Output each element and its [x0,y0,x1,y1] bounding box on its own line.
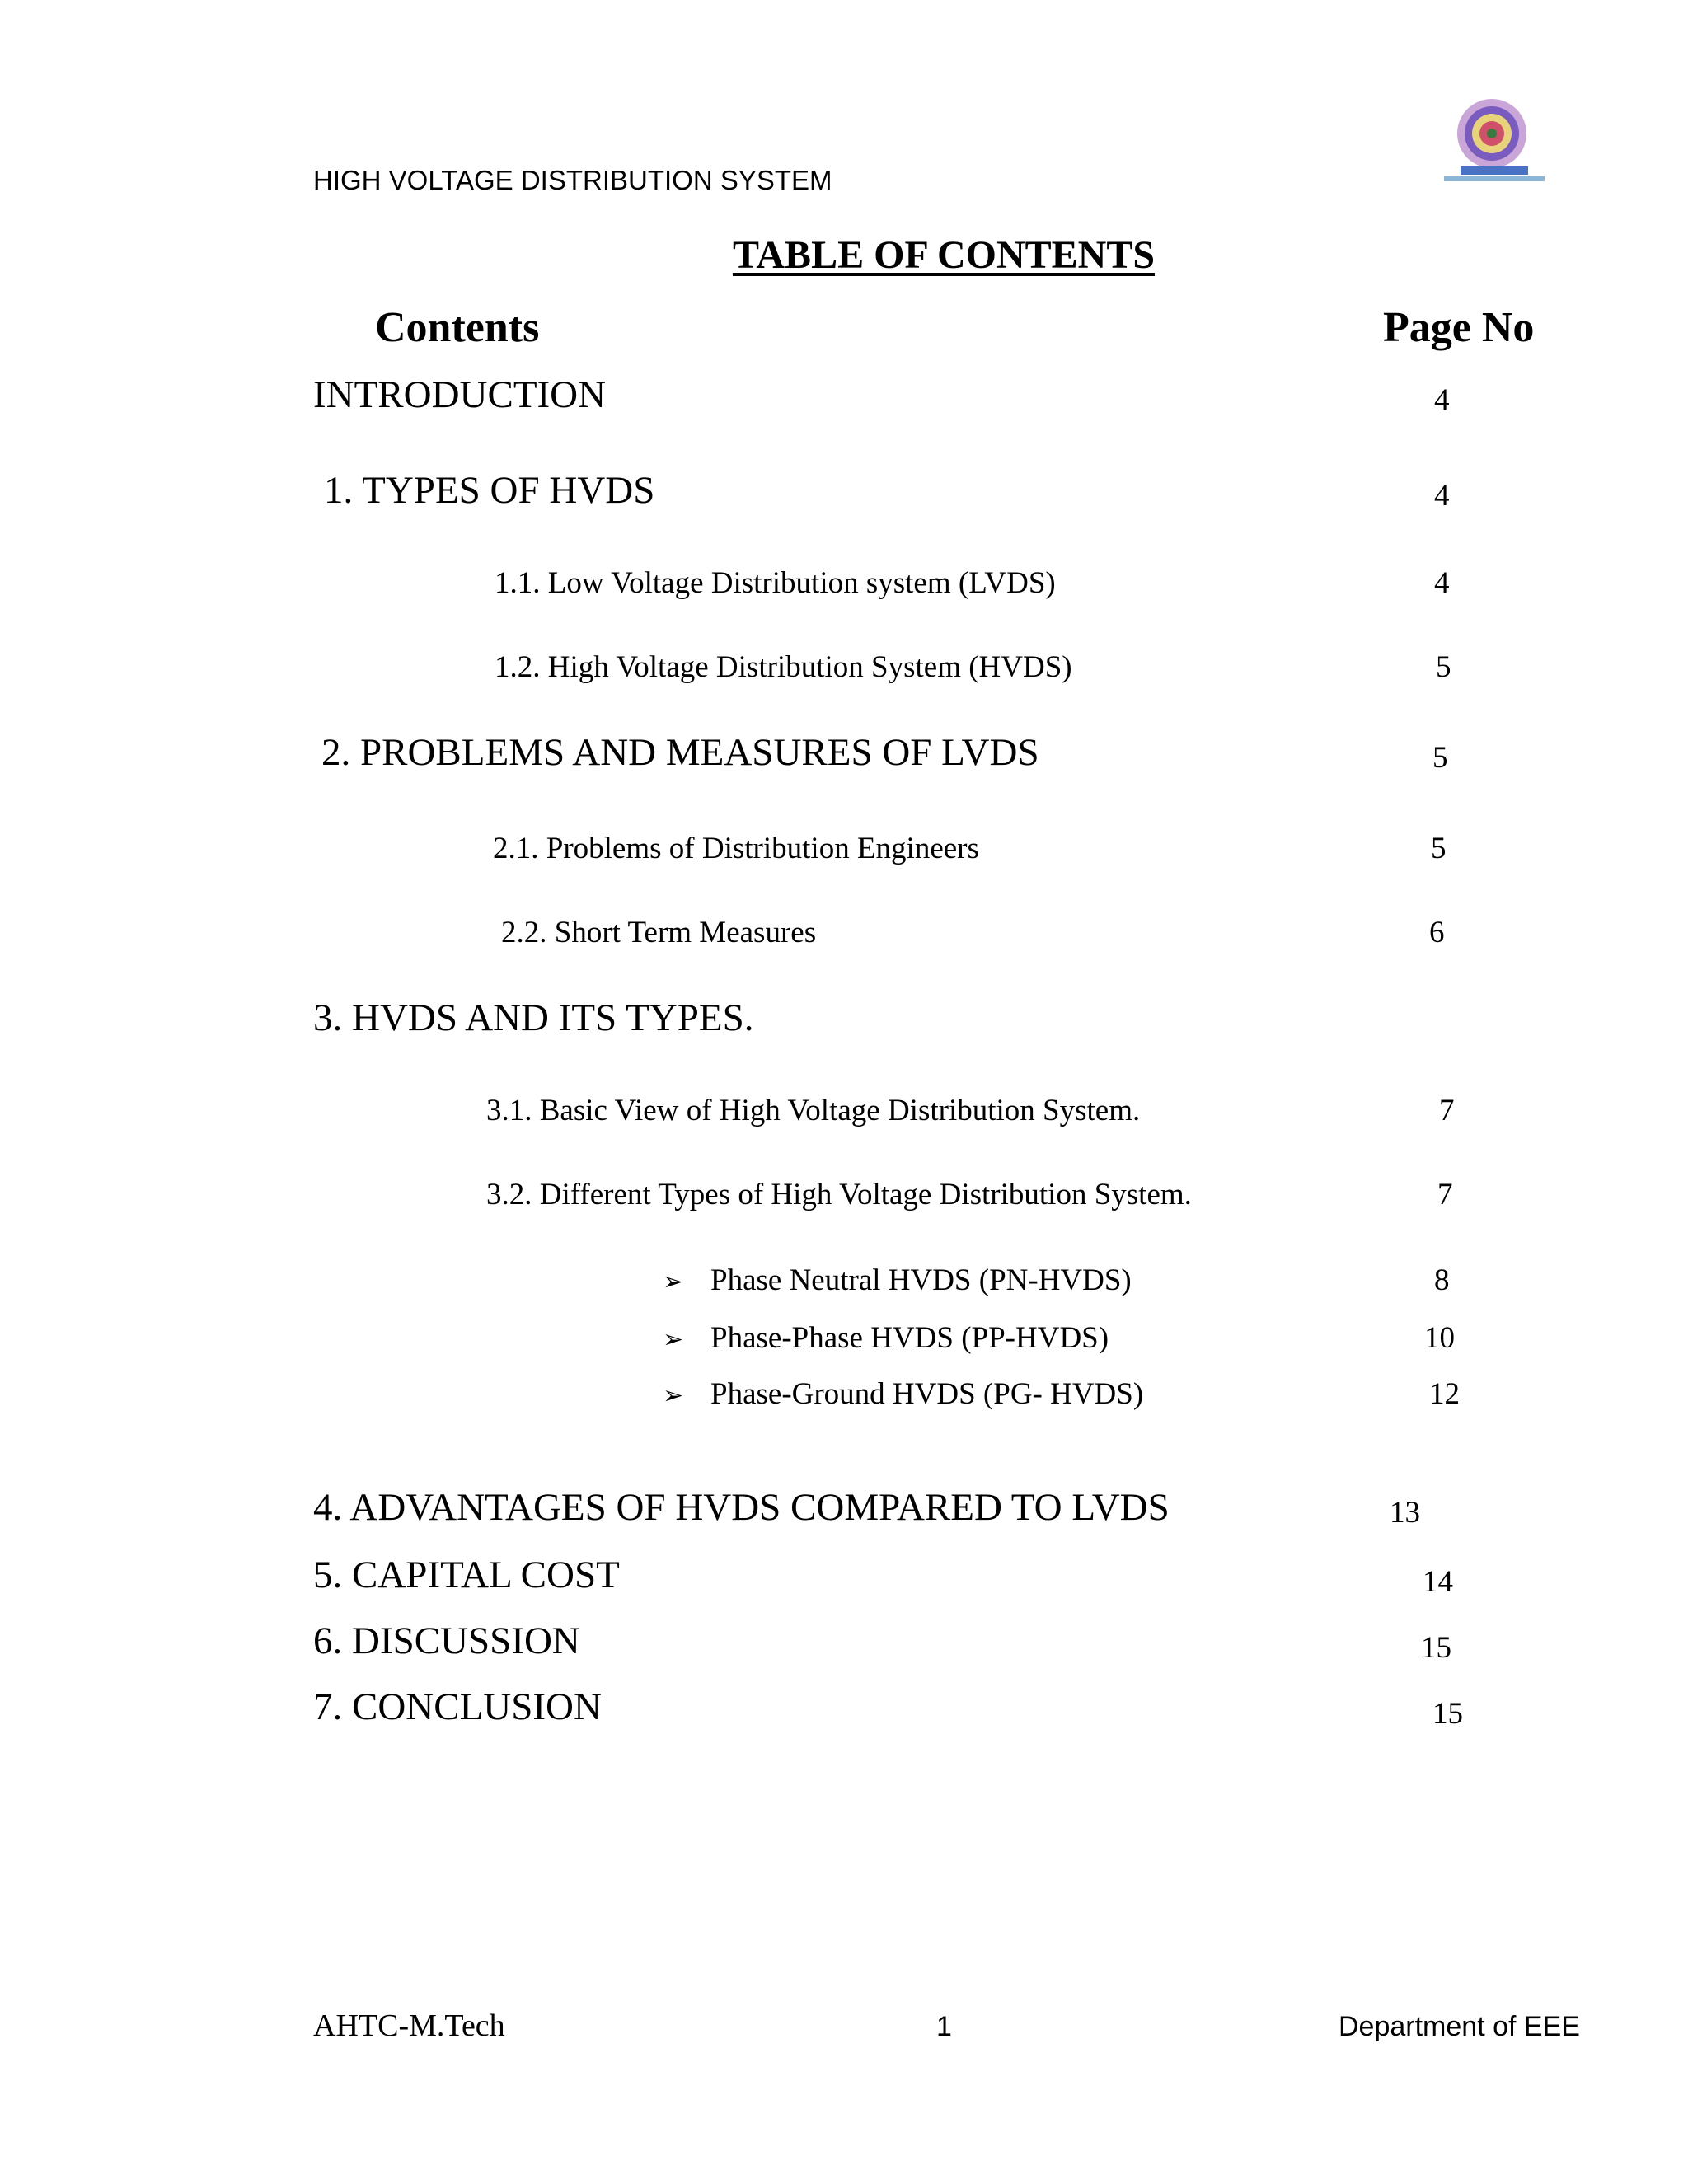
toc-entry-pn-hvds: Phase Neutral HVDS (PN-HVDS) [710,1263,1132,1297]
toc-page-introduction: 4 [1434,383,1450,417]
toc-page-pn-hvds: 8 [1434,1263,1450,1297]
arrow-bullet-icon: ➢ [663,1268,684,1296]
contents-column-heading: Contents [375,304,540,351]
toc-bullet-pn-hvds [663,1263,1132,1298]
toc-entry-2-1: 2.1. Problems of Distribution Engineers [493,832,979,865]
toc-page-2-1: 5 [1431,832,1447,865]
toc-page-4: 13 [1390,1496,1420,1530]
toc-page-pg-hvds: 12 [1429,1377,1460,1411]
toc-entry-pp-hvds: Phase-Phase HVDS (PP-HVDS) [710,1321,1109,1355]
toc-bullet-pg-hvds [663,1376,1143,1412]
toc-page-5: 14 [1423,1565,1453,1599]
toc-page-3-1: 7 [1439,1094,1455,1127]
footer-page-number: 1 [936,2011,952,2042]
toc-entry-4: 4. ADVANTAGES OF HVDS COMPARED TO LVDS [313,1486,1170,1529]
toc-page-1-2: 5 [1436,650,1451,684]
toc-entry-1-2: 1.2. High Voltage Distribution System (HVDS) [495,650,1072,684]
toc-entry-5: 5. CAPITAL COST [313,1554,620,1596]
toc-page-7: 15 [1432,1697,1463,1731]
toc-entry-2: 2. PROBLEMS AND MEASURES OF LVDS [321,731,1039,774]
toc-title: TABLE OF CONTENTS [732,233,1156,277]
toc-entry-1-1: 1.1. Low Voltage Distribution system (LVDS) [495,566,1056,600]
toc-page-2-2: 6 [1429,916,1445,949]
toc-page-1-1: 4 [1434,566,1450,600]
page-no-column-heading: Page No [1383,304,1535,351]
toc-page-6: 15 [1421,1631,1451,1665]
toc-entry-7: 7. CONCLUSION [313,1685,602,1728]
toc-entry-6: 6. DISCUSSION [313,1619,580,1662]
toc-entry-1: 1. TYPES OF HVDS [324,469,655,512]
toc-entry-3-2: 3.2. Different Types of High Voltage Distribution System. [486,1178,1192,1212]
toc-page-2: 5 [1432,741,1448,775]
toc-bullet-pp-hvds [663,1320,1109,1356]
toc-page-3-2: 7 [1437,1178,1453,1212]
footer-institution: AHTC-M.Tech [313,2008,505,2043]
arrow-bullet-icon: ➢ [663,1326,684,1353]
toc-entry-3-1: 3.1. Basic View of High Voltage Distribution System. [486,1094,1141,1127]
running-header: HIGH VOLTAGE DISTRIBUTION SYSTEM [313,165,832,195]
footer-department: Department of EEE [1339,2011,1580,2042]
toc-entry-2-2: 2.2. Short Term Measures [501,916,817,949]
toc-entry-introduction: INTRODUCTION [313,373,607,416]
arrow-bullet-icon: ➢ [663,1382,684,1409]
toc-entry-pg-hvds: Phase-Ground HVDS (PG- HVDS) [710,1377,1144,1411]
toc-page-1: 4 [1434,479,1450,513]
toc-entry-3: 3. HVDS AND ITS TYPES. [313,996,754,1039]
college-logo [1441,97,1548,190]
toc-page-pp-hvds: 10 [1424,1321,1455,1355]
